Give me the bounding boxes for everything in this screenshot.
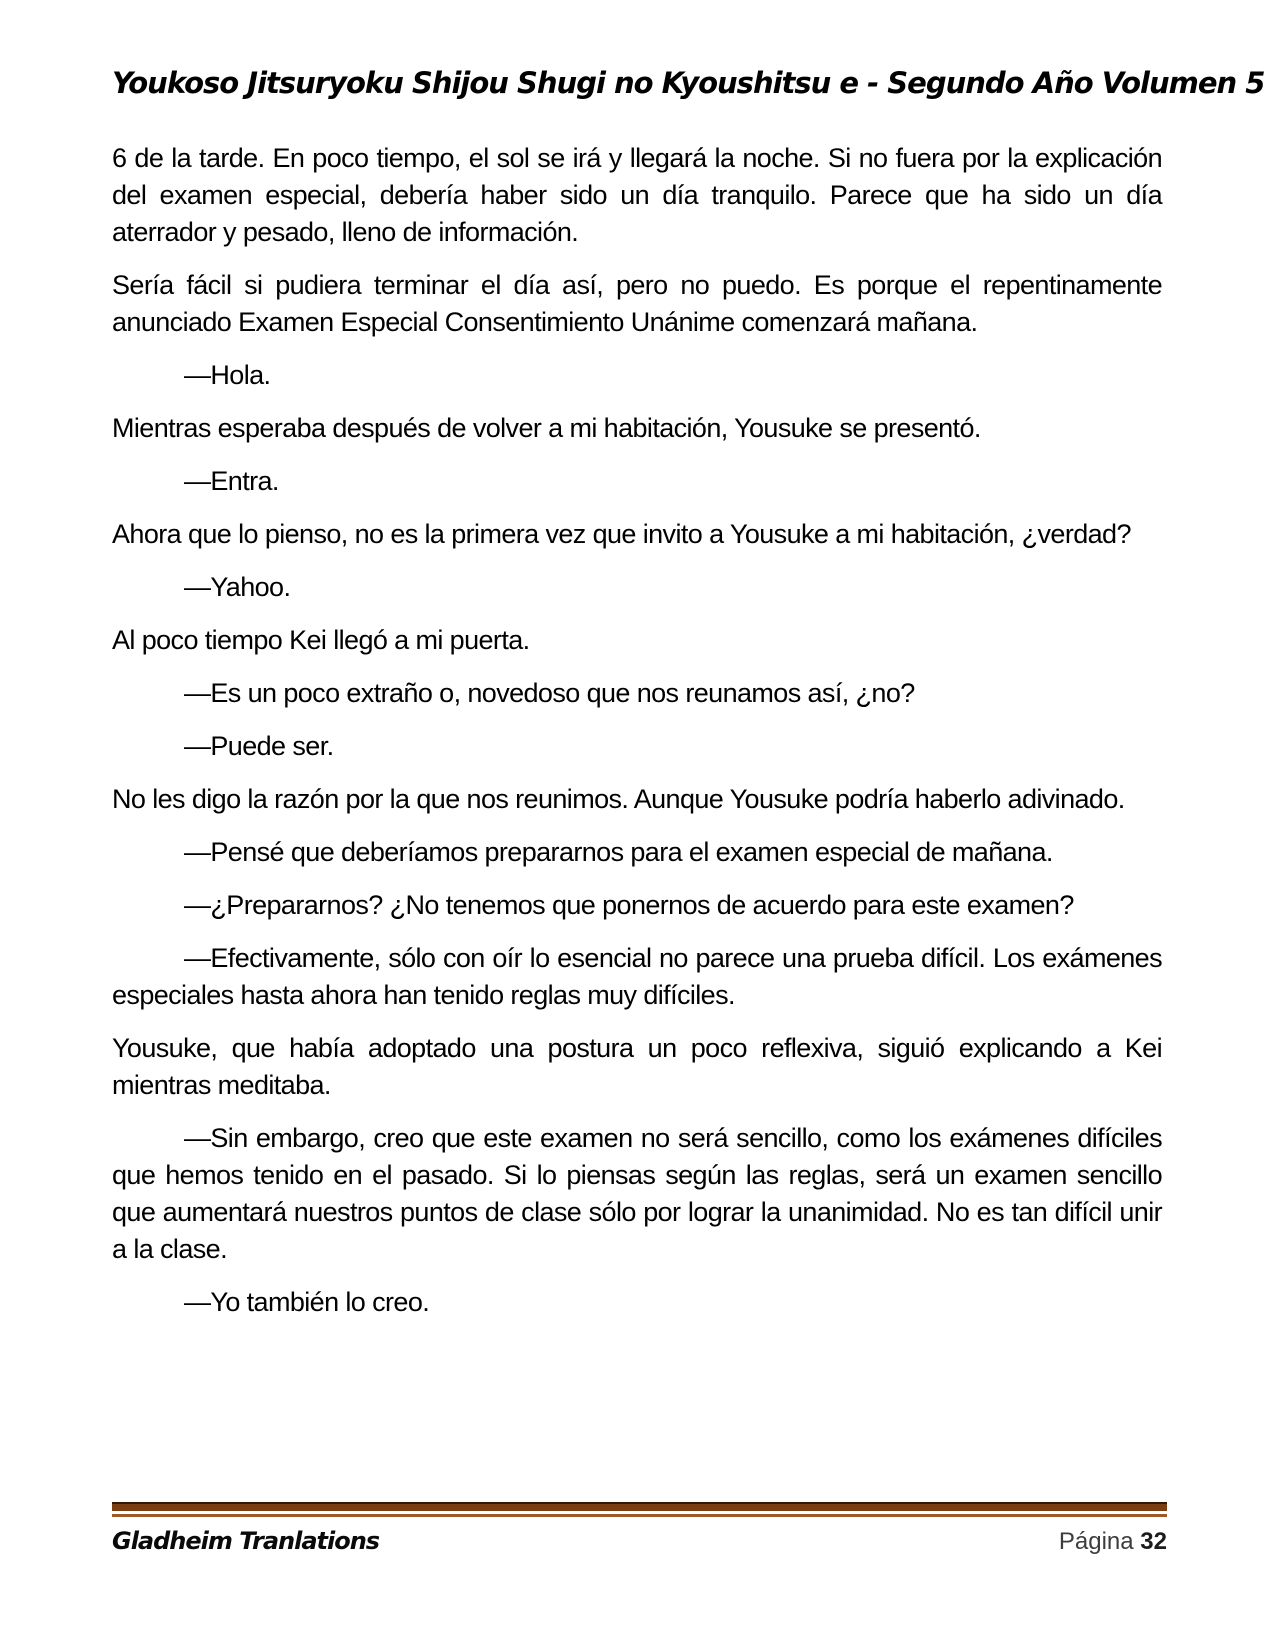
dialogue-paragraph: —Efectivamente, sólo con oír lo esencial no parece una prueba difícil. Los exámenes especiales hasta ahora han tenido reglas muy difíciles. <box>112 943 1162 1010</box>
page-header <box>112 66 1265 100</box>
paragraph: Yousuke, que había adoptado una postura un poco reflexiva, siguió explicando a Kei mientras meditaba. <box>112 1033 1162 1100</box>
page-number-value: 32 <box>1140 1528 1167 1555</box>
body-text <box>112 140 1162 1337</box>
dialogue-paragraph: —¿Prepararnos? ¿No tenemos que ponernos de acuerdo para este examen? <box>184 890 1074 920</box>
paragraph: Mientras esperaba después de volver a mi habitación, Yousuke se presentó. <box>112 413 981 443</box>
dialogue-paragraph: —Pensé que deberíamos prepararnos para el examen especial de mañana. <box>184 837 1053 867</box>
paragraph: No les digo la razón por la que nos reunimos. Aunque Yousuke podría haberlo adivinado. <box>112 784 1125 814</box>
page-number-label: Página <box>1058 1528 1134 1555</box>
paragraph: Ahora que lo pienso, no es la primera vez que invito a Yousuke a mi habitación, ¿verdad? <box>112 519 1131 549</box>
page-footer <box>112 1502 1167 1556</box>
paragraph: Al poco tiempo Kei llegó a mi puerta. <box>112 625 530 655</box>
footer-rule-thick <box>112 1502 1167 1511</box>
dialogue-paragraph: —Yahoo. <box>184 572 291 602</box>
dialogue-paragraph: —Hola. <box>184 360 271 390</box>
dialogue-paragraph: —Sin embargo, creo que este examen no será sencillo, como los exámenes difíciles que hemos tenido en el pasado. Si lo piensas según las reglas, será un examen sencillo que aumentará nuestros puntos de clase sólo por lograr la unanimidad. No es tan difícil unir a la clase. <box>112 1123 1162 1264</box>
paragraph: 6 de la tarde. En poco tiempo, el sol se irá y llegará la noche. Si no fuera por la explicación del examen especial, debería haber sido un día tranquilo. Parece que ha sido un día aterrador y pesado, lleno de información. <box>112 143 1162 247</box>
dialogue-paragraph: —Es un poco extraño o, novedoso que nos reunamos así, ¿no? <box>184 678 915 708</box>
page-number <box>1059 1528 1167 1556</box>
page-title: Youkoso Jitsuryoku Shijou Shugi no Kyoushitsu e - Segundo Año Volumen 5 <box>112 66 1265 100</box>
translator-brand: Gladheim Tranlations <box>112 1527 380 1555</box>
paragraph: Sería fácil si pudiera terminar el día así, pero no puedo. Es porque el repentinamente anunciado Examen Especial Consentimiento Unánime comenzará mañana. <box>112 270 1162 337</box>
dialogue-paragraph: —Entra. <box>184 466 279 496</box>
footer-row <box>112 1527 1167 1556</box>
footer-rule <box>112 1502 1167 1517</box>
dialogue-paragraph: —Puede ser. <box>184 731 334 761</box>
footer-rule-thin <box>112 1514 1167 1517</box>
dialogue-paragraph: —Yo también lo creo. <box>184 1287 430 1317</box>
